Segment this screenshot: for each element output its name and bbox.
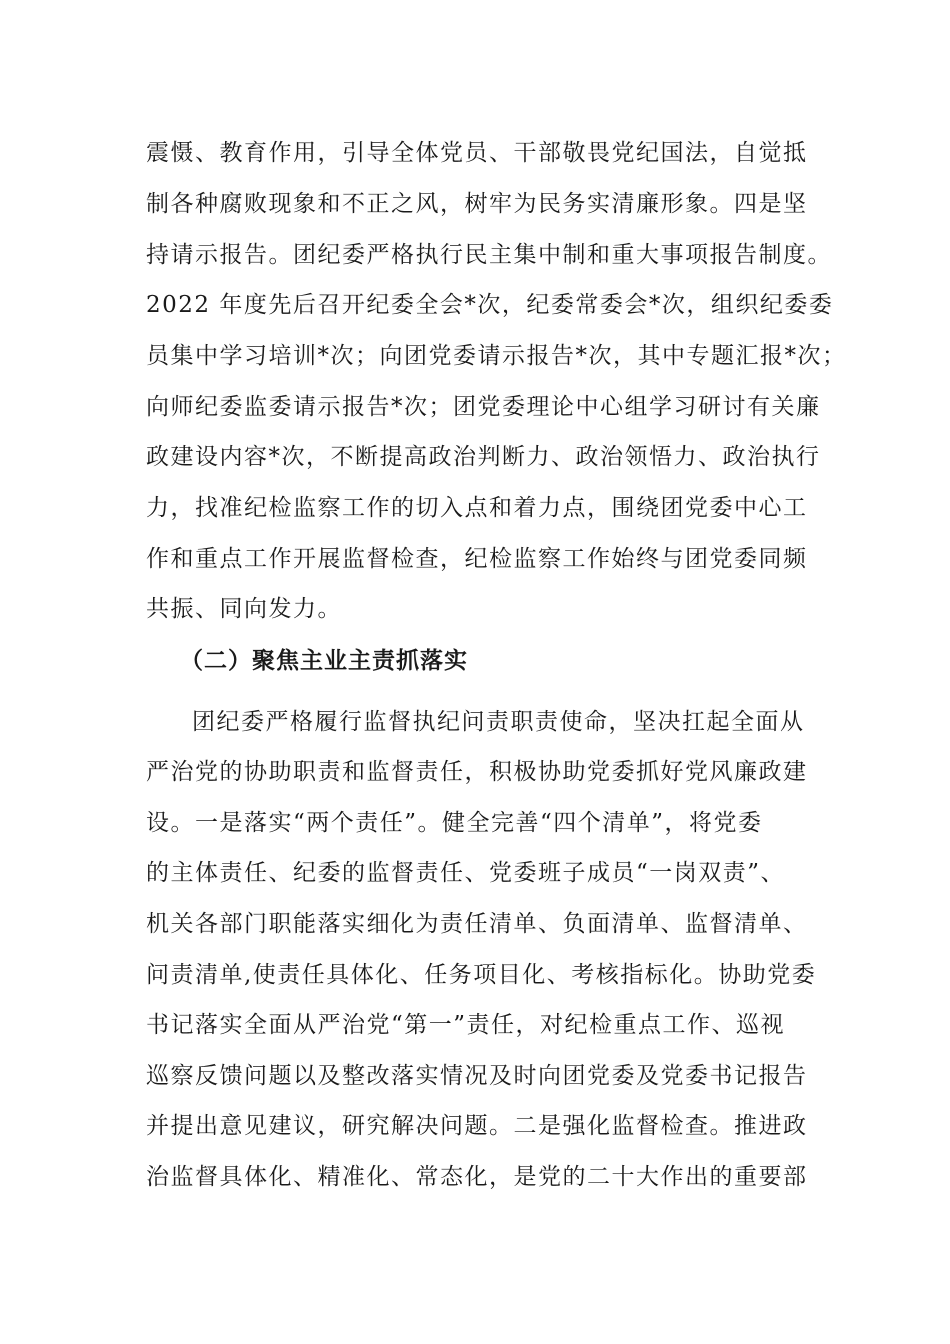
text-line: 问责清单,使责任具体化、任务项目化、考核指标化。协助党委 [146, 962, 817, 988]
text-line: 共振、同向发力。 [146, 596, 342, 622]
text-line: 巡察反馈问题以及整改落实情况及时向团党委及党委书记报告 [146, 1063, 808, 1089]
text-line: 向师纪委监委请示报告*次；团党委理论中心组学习研讨有关廉 [146, 394, 821, 420]
text-line: 严治党的协助职责和监督责任，积极协助党委抓好党风廉政建 [146, 759, 808, 785]
text-line: 震慑、教育作用，引导全体党员、干部敬畏党纪国法，自觉抵 [146, 140, 808, 166]
text-line: 机关各部门职能落实细化为责任清单、负面清单、监督清单、 [146, 911, 808, 937]
text-line: 书记落实全面从严治党“第一”责任，对纪检重点工作、巡视 [146, 1012, 786, 1038]
text-line: 力，找准纪检监察工作的切入点和着力点，围绕团党委中心工 [146, 495, 808, 521]
text-line: 政建设内容*次，不断提高政治判断力、政治领悟力、政治执行 [146, 444, 821, 470]
text-line: 制各种腐败现象和不正之风，树牢为民务实清廉形象。四是坚 [146, 191, 808, 217]
text-line: 并提出意见建议，研究解决问题。二是强化监督检查。推进政 [146, 1113, 808, 1139]
text-line: 持请示报告。团纪委严格执行民主集中制和重大事项报告制度。 [146, 242, 832, 268]
text-line: 的主体责任、纪委的监督责任、党委班子成员“一岗双责”、 [146, 860, 786, 886]
section-heading: （二）聚焦主业主责抓落实 [180, 647, 468, 674]
text-line: 员集中学习培训*次；向团党委请示报告*次，其中专题汇报*次； [146, 343, 847, 369]
text-line: 设。一是落实“两个责任”。健全完善“四个清单”，将党委 [146, 810, 763, 836]
text-line: 作和重点工作开展监督检查，纪检监察工作始终与团党委同频 [146, 546, 808, 572]
text-line: 团纪委严格履行监督执纪问责职责使命，坚决扛起全面从 [192, 709, 805, 735]
text-line: 治监督具体化、精准化、常态化，是党的二十大作出的重要部 [146, 1164, 808, 1190]
text-line: 2022 年度先后召开纪委全会*次，纪委常委会*次，组织纪委委 [146, 292, 834, 318]
